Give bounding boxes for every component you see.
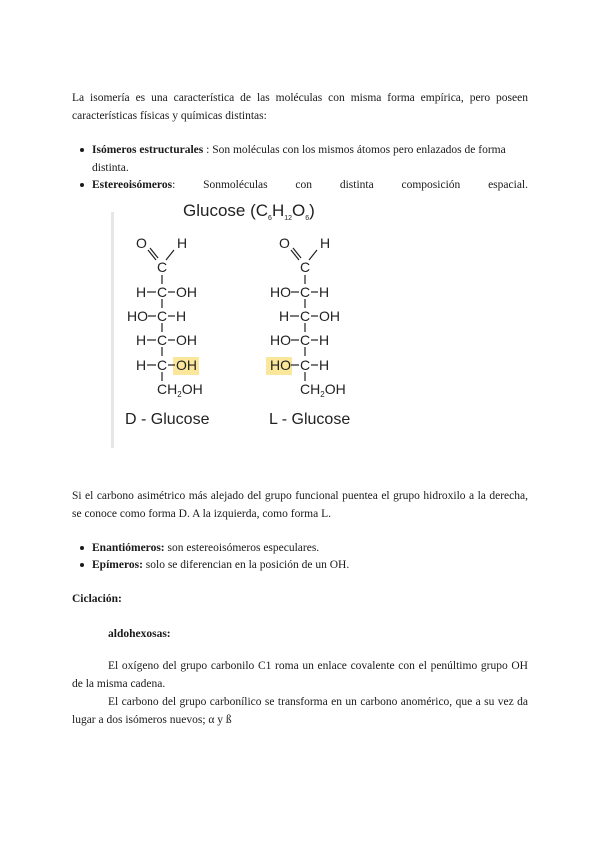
- atom-h: H: [136, 284, 147, 300]
- atom-ho-highlighted: HO: [270, 357, 291, 373]
- atom-c: C: [157, 308, 168, 324]
- glucose-diagram: [111, 192, 369, 448]
- section-heading: [72, 590, 528, 608]
- list-item-enantiomers: [92, 539, 528, 557]
- atom-c: C: [300, 357, 311, 373]
- atom-o: O: [136, 235, 147, 251]
- atom-c: C: [300, 284, 311, 300]
- bullet-icon: [80, 183, 84, 187]
- definition: Sonmoléculas con distinta composición espacial.: [203, 179, 528, 191]
- heading-text: Ciclación:: [72, 593, 122, 605]
- atom-o: O: [279, 235, 290, 251]
- atom-h: H: [319, 357, 330, 373]
- atom-ch2oh: $CH_2OH$: [157, 381, 203, 399]
- bullet-icon: [80, 148, 84, 152]
- atom-oh-highlighted: OH: [176, 357, 197, 373]
- term: Isómeros estructurales: [92, 144, 204, 156]
- atom-oh: OH: [176, 284, 197, 300]
- atom-oh: OH: [176, 332, 197, 348]
- atom-h: H: [136, 332, 147, 348]
- atom-oh: OH: [319, 308, 340, 324]
- para-carbonyl: El oxígeno del grupo carbonilo C1 roma un enlace covalente con el penúltimo grupo OH de la misma cadena.: [72, 660, 528, 690]
- atom-ho: HO: [127, 308, 148, 324]
- atom-ho: HO: [270, 332, 291, 348]
- atom-c: C: [300, 332, 311, 348]
- para-asymmetric-carbon: Si el carbono asimétrico más alejado del grupo funcional puentea el grupo hidroxilo a la derecha, se conoce como forma D. A la izquierda, como forma L.: [72, 490, 528, 520]
- figure-title: Glucose $(C_6H_{12}O_6)$: [183, 201, 315, 222]
- atom-ch2oh: $CH_2OH$: [300, 381, 346, 399]
- bullet-icon: [80, 563, 84, 567]
- atom-h: H: [319, 332, 330, 348]
- subheading-text: aldohexosas:: [108, 628, 171, 640]
- glucose-figure: [111, 192, 369, 448]
- para-anomeric: El carbono del grupo carbonílico se transforma en un carbono anomérico, que a su vez da lugar a dos isómeros nuevos; α y ß: [72, 696, 528, 726]
- term: Enantiómeros:: [92, 542, 165, 554]
- atom-c: C: [300, 259, 311, 275]
- atom-h: H: [136, 357, 147, 373]
- definition: son estereoisómeros especulares.: [164, 542, 320, 554]
- definition: Son moléculas con los mismos átomos pero enlazados de forma distinta.: [92, 144, 506, 174]
- atom-h: H: [320, 235, 331, 251]
- d-glucose-label: D - Glucose: [125, 411, 210, 428]
- l-glucose-label: L - Glucose: [269, 411, 351, 428]
- atom-c: C: [157, 259, 168, 275]
- list-item-structural: [92, 141, 528, 177]
- figure-edge: [111, 212, 114, 448]
- atom-c: C: [157, 357, 168, 373]
- list-item-epimers: [92, 556, 528, 574]
- subheading: [108, 625, 528, 643]
- term: Epímeros:: [92, 559, 143, 571]
- atom-h: H: [177, 235, 188, 251]
- intro-paragraph: La isomería es una característica de las moléculas con misma forma empírica, pero poseen características físicas y químicas distintas:: [72, 92, 528, 122]
- bullet-icon: [80, 546, 84, 550]
- term: Estereoisómeros: [92, 179, 173, 191]
- sep: :: [203, 144, 213, 156]
- atom-c: C: [300, 308, 311, 324]
- atom-ho: HO: [270, 284, 291, 300]
- definition: solo se diferencian en la posición de un OH.: [142, 559, 350, 571]
- atom-c: C: [157, 332, 168, 348]
- atom-c: C: [157, 284, 168, 300]
- sep: :: [172, 179, 176, 191]
- atom-h: H: [279, 308, 290, 324]
- atom-h: H: [319, 284, 330, 300]
- atom-h: H: [176, 308, 187, 324]
